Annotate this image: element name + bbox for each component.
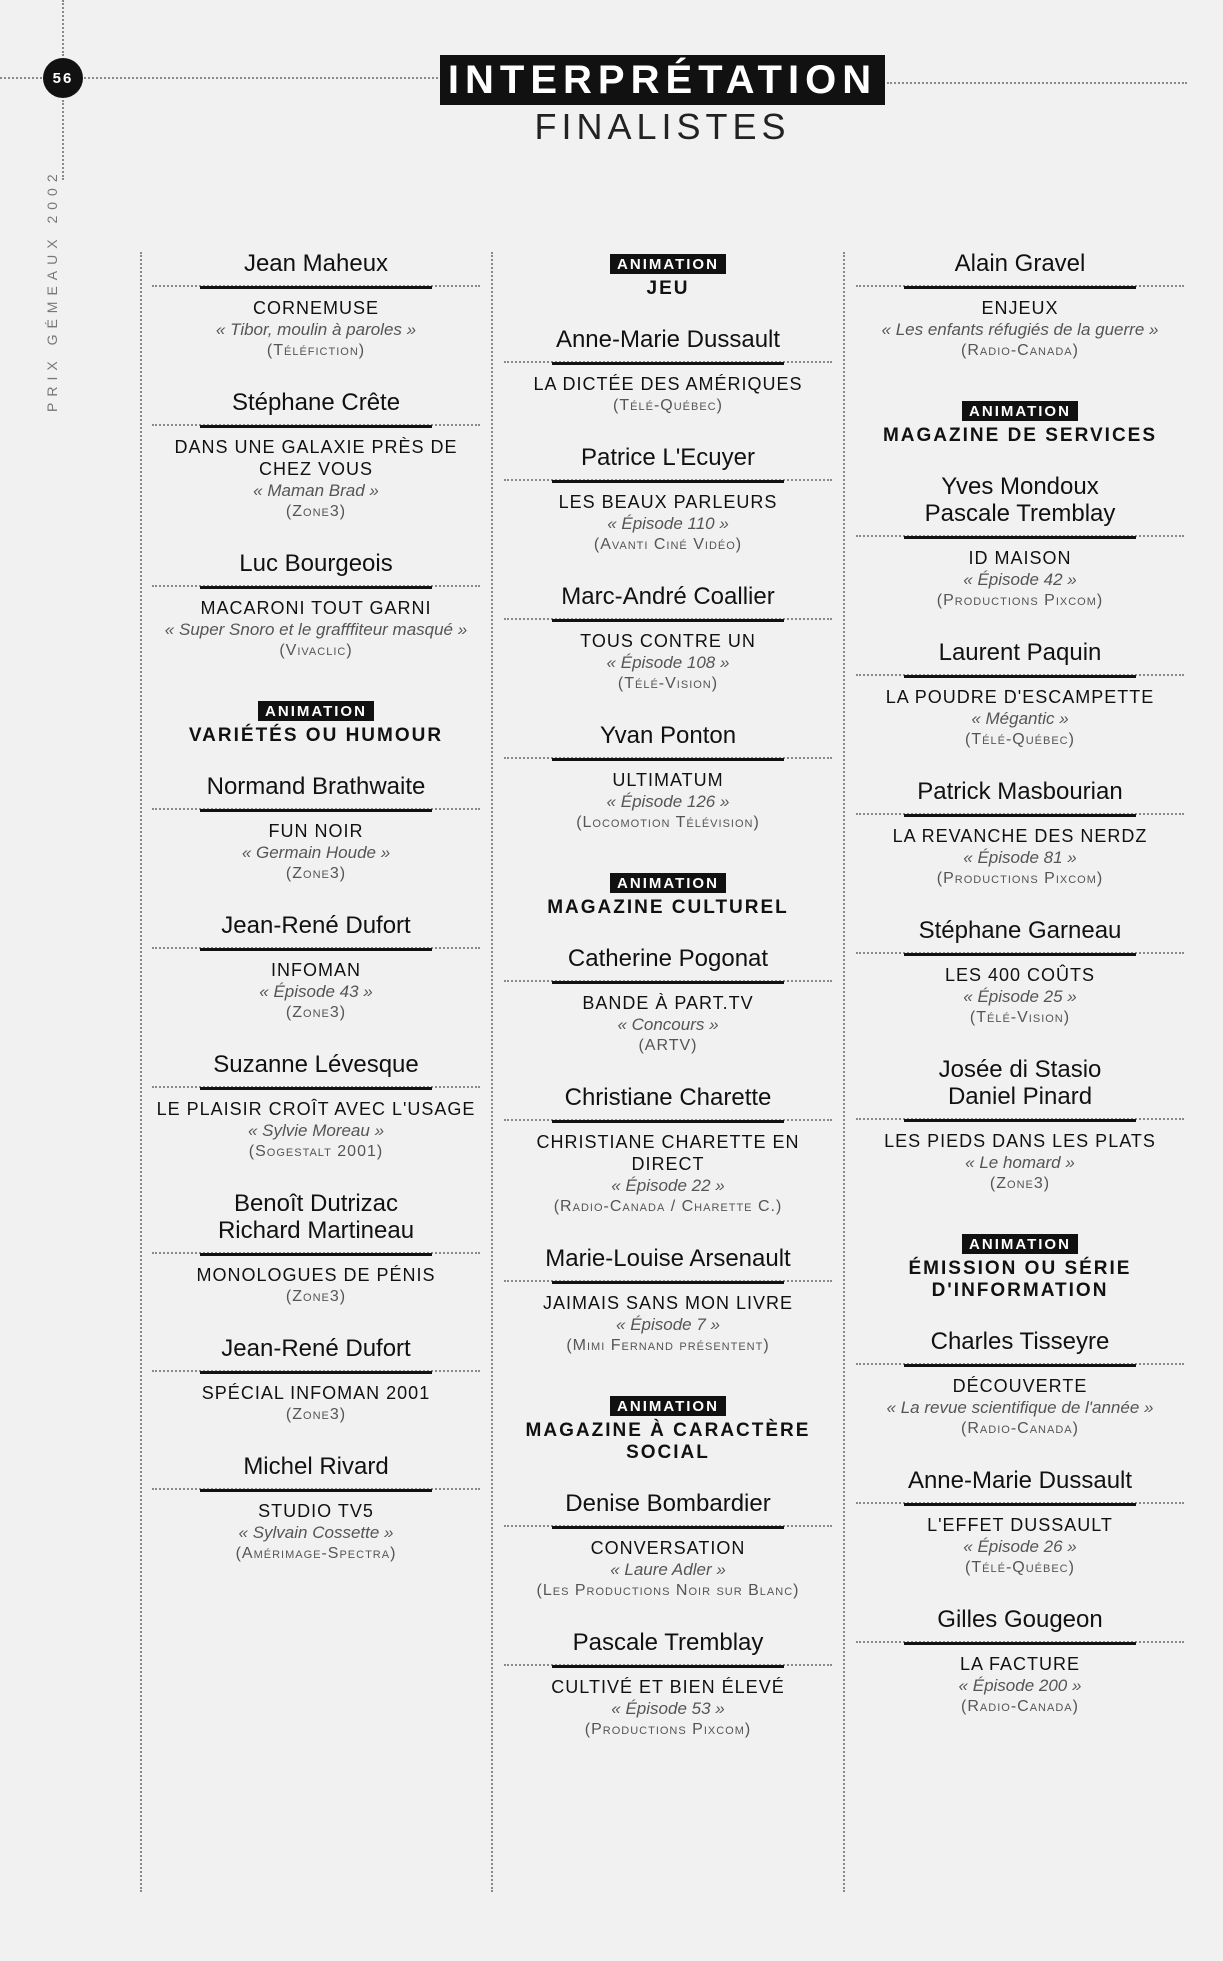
category-header	[504, 254, 832, 300]
side-label: PRIX GÉMEAUX 2002	[44, 168, 60, 412]
finalist-entry	[504, 326, 832, 416]
finalist-entry	[504, 1490, 832, 1601]
category-header	[504, 873, 832, 919]
finalist-name: Patrick Masbourian	[917, 778, 1123, 805]
finalist-names	[504, 444, 832, 479]
producer-name: (Productions Pixcom)	[936, 592, 1104, 609]
category-tag: ANIMATION	[258, 701, 374, 721]
episode-title: « Concours »	[617, 1015, 719, 1034]
entry-rule	[856, 1118, 1184, 1122]
show-title: DANS UNE GALAXIE PRÈS DE CHEZ VOUS	[174, 437, 458, 479]
finalist-names	[856, 778, 1184, 813]
finalist-entry	[152, 550, 480, 661]
episode-title: « Le homard »	[965, 1153, 1075, 1172]
episode-title: « La revue scientifique de l'année »	[886, 1398, 1154, 1417]
producer-name: (Zone3)	[285, 1288, 347, 1305]
finalist-names	[856, 1056, 1184, 1118]
finalist-entry	[856, 473, 1184, 611]
category-name: ÉMISSION OU SÉRIE D'INFORMATION	[908, 1258, 1132, 1301]
finalist-name: Anne-Marie Dussault	[907, 1467, 1133, 1494]
finalist-entry	[152, 773, 480, 884]
show-title: LA REVANCHE DES NERDZ	[892, 826, 1148, 846]
finalist-entry	[856, 1467, 1184, 1578]
episode-title: « Épisode 26 »	[963, 1537, 1077, 1556]
category-tag: ANIMATION	[962, 401, 1078, 421]
header-rule-right	[887, 82, 1187, 84]
finalist-name: Christiane Charette	[564, 1084, 772, 1111]
finalist-names	[152, 389, 480, 424]
producer-name: (Radio-Canada / Charette C.)	[553, 1198, 783, 1215]
category-header	[152, 701, 480, 747]
finalist-entry	[856, 1606, 1184, 1717]
entry-rule	[856, 813, 1184, 817]
show-title: TOUS CONTRE UN	[580, 631, 756, 651]
show-title: BANDE À PART.TV	[582, 993, 754, 1013]
episode-title: « Épisode 22 »	[611, 1176, 725, 1195]
finalist-names	[856, 473, 1184, 535]
entry-rule	[152, 808, 480, 812]
finalist-entry	[504, 444, 832, 555]
finalist-name: Jean Maheux	[243, 250, 389, 277]
finalist-name: Yvan Ponton	[599, 722, 737, 749]
finalist-name: Stéphane Crête	[231, 389, 401, 416]
page-title: INTERPRÉTATION	[440, 55, 885, 105]
header-rule-left	[0, 77, 42, 79]
finalist-names	[152, 250, 480, 285]
entry-rule	[856, 285, 1184, 289]
producer-name: (Radio-Canada)	[961, 342, 1079, 359]
entry-rule	[504, 618, 832, 622]
producer-name: (Vivaclic)	[279, 642, 353, 659]
category-header	[856, 401, 1184, 447]
entry-rule	[856, 1502, 1184, 1506]
finalist-names	[504, 1629, 832, 1664]
finalist-entry	[152, 389, 480, 522]
episode-title: « Mégantic »	[971, 709, 1069, 728]
show-title: DÉCOUVERTE	[952, 1376, 1088, 1396]
finalist-names	[504, 1490, 832, 1525]
show-title: CONVERSATION	[590, 1538, 746, 1558]
show-title: FUN NOIR	[268, 821, 364, 841]
show-title: LA FACTURE	[959, 1654, 1081, 1674]
finalist-name: Denise Bombardier	[565, 1490, 771, 1517]
finalist-name: Pascale Tremblay	[924, 500, 1116, 527]
episode-title: « Maman Brad »	[253, 481, 379, 500]
finalist-name: Gilles Gougeon	[937, 1606, 1103, 1633]
finalist-names	[152, 912, 480, 947]
entry-rule	[152, 1086, 480, 1090]
entry-rule	[856, 674, 1184, 678]
finalist-names	[856, 250, 1184, 285]
finalist-names	[856, 1328, 1184, 1363]
entry-rule	[152, 1252, 480, 1256]
episode-title: « Épisode 7 »	[616, 1315, 720, 1334]
episode-title: « Épisode 53 »	[611, 1699, 725, 1718]
finalist-names	[152, 1051, 480, 1086]
show-title: SPÉCIAL INFOMAN 2001	[201, 1383, 431, 1403]
finalist-name: Anne-Marie Dussault	[555, 326, 781, 353]
producer-name: (Télé-Vision)	[617, 675, 719, 692]
finalist-name: Luc Bourgeois	[239, 550, 393, 577]
show-title: ID MAISON	[968, 548, 1072, 568]
show-title: CORNEMUSE	[252, 298, 379, 318]
category-name: MAGAZINE À CARACTÈRE SOCIAL	[525, 1420, 811, 1463]
show-title: LE PLAISIR CROÎT AVEC L'USAGE	[156, 1099, 476, 1119]
finalist-names	[504, 1084, 832, 1119]
finalist-name: Marie-Louise Arsenault	[545, 1245, 791, 1272]
finalist-name: Daniel Pinard	[947, 1083, 1093, 1110]
finalist-entry	[152, 912, 480, 1023]
entry-rule	[152, 585, 480, 589]
finalist-name: Normand Brathwaite	[206, 773, 426, 800]
left-margin-rule-top	[62, 0, 64, 56]
episode-title: « Les enfants réfugiés de la guerre »	[881, 320, 1159, 339]
episode-title: « Épisode 200 »	[958, 1676, 1082, 1695]
show-title: JAIMAIS SANS MON LIVRE	[542, 1293, 794, 1313]
finalist-entry	[504, 1245, 832, 1356]
finalist-entry	[856, 250, 1184, 361]
page-number: 56	[43, 58, 83, 98]
producer-name: (Productions Pixcom)	[936, 870, 1104, 887]
finalist-name: Laurent Paquin	[938, 639, 1102, 666]
entry-rule	[856, 1641, 1184, 1645]
category-name: MAGAZINE DE SERVICES	[882, 425, 1158, 446]
episode-title: « Sylvie Moreau »	[247, 1121, 385, 1140]
show-title: ULTIMATUM	[612, 770, 724, 790]
entry-rule	[504, 980, 832, 984]
column-left	[152, 250, 480, 1592]
finalist-names	[504, 722, 832, 757]
finalist-name: Suzanne Lévesque	[213, 1051, 419, 1078]
finalist-name: Alain Gravel	[954, 250, 1086, 277]
finalist-entry	[152, 1335, 480, 1425]
episode-title: « Épisode 42 »	[963, 570, 1077, 589]
episode-title: « Super Snoro et le grafffiteur masqué »	[164, 620, 468, 639]
finalist-names	[152, 1453, 480, 1488]
entry-rule	[152, 285, 480, 289]
column-divider-3	[843, 252, 845, 1892]
category-header	[504, 1396, 832, 1464]
entry-rule	[504, 1119, 832, 1123]
episode-title: « Épisode 81 »	[963, 848, 1077, 867]
finalist-entry	[152, 1190, 480, 1307]
finalist-names	[856, 1606, 1184, 1641]
show-title: CHRISTIANE CHARETTE EN DIRECT	[536, 1132, 800, 1174]
episode-title: « Tibor, moulin à paroles »	[215, 320, 417, 339]
show-title: MONOLOGUES DE PÉNIS	[196, 1265, 436, 1285]
producer-name: (Télé-Vision)	[969, 1009, 1071, 1026]
producer-name: (ARTV)	[638, 1037, 698, 1054]
producer-name: (Zone3)	[285, 1004, 347, 1021]
finalist-names	[856, 1467, 1184, 1502]
finalist-name: Michel Rivard	[243, 1453, 389, 1480]
producer-name: (Les Productions Noir sur Blanc)	[536, 1582, 800, 1599]
producer-name: (Télé-Québec)	[965, 731, 1075, 748]
episode-title: « Épisode 43 »	[259, 982, 373, 1001]
entry-rule	[504, 1664, 832, 1668]
producer-name: (Radio-Canada)	[961, 1698, 1079, 1715]
finalist-names	[856, 917, 1184, 952]
producer-name: (Télé-Québec)	[965, 1559, 1075, 1576]
episode-title: « Germain Houde »	[241, 843, 391, 862]
entry-rule	[152, 1488, 480, 1492]
entry-rule	[152, 424, 480, 428]
finalist-name: Pascale Tremblay	[572, 1629, 764, 1656]
producer-name: (Avanti Ciné Vidéo)	[593, 536, 743, 553]
finalist-names	[504, 326, 832, 361]
producer-name: (Zone3)	[285, 865, 347, 882]
finalist-names	[152, 1335, 480, 1370]
episode-title: « Épisode 126 »	[606, 792, 730, 811]
entry-rule	[856, 952, 1184, 956]
show-title: STUDIO TV5	[258, 1501, 374, 1521]
finalist-entry	[152, 1051, 480, 1162]
producer-name: (Téléfiction)	[266, 342, 366, 359]
entry-rule	[856, 1363, 1184, 1367]
category-tag: ANIMATION	[610, 254, 726, 274]
show-title: L'EFFET DUSSAULT	[927, 1515, 1113, 1535]
producer-name: (Amérimage-Spectra)	[235, 1545, 397, 1562]
finalist-names	[152, 773, 480, 808]
entry-rule	[152, 947, 480, 951]
finalist-names	[504, 1245, 832, 1280]
finalist-entry	[504, 945, 832, 1056]
finalist-entry	[504, 1084, 832, 1217]
column-middle	[504, 250, 832, 1768]
category-tag: ANIMATION	[962, 1234, 1078, 1254]
finalist-names	[152, 1190, 480, 1252]
finalist-name: Josée di Stasio	[938, 1056, 1102, 1083]
finalist-name: Jean-René Dufort	[221, 912, 411, 939]
show-title: INFOMAN	[271, 960, 361, 980]
column-right	[856, 250, 1184, 1745]
show-title: CULTIVÉ ET BIEN ÉLEVÉ	[551, 1677, 785, 1697]
show-title: ENJEUX	[981, 298, 1059, 318]
header-rule-center	[84, 77, 438, 79]
category-name: JEU	[646, 278, 690, 299]
entry-rule	[504, 479, 832, 483]
entry-rule	[504, 1525, 832, 1529]
finalist-entry	[856, 639, 1184, 750]
left-margin-rule	[62, 100, 64, 180]
category-tag: ANIMATION	[610, 873, 726, 893]
finalist-name: Charles Tisseyre	[930, 1328, 1110, 1355]
category-name: MAGAZINE CULTUREL	[547, 897, 789, 918]
entry-rule	[856, 535, 1184, 539]
finalist-entry	[504, 722, 832, 833]
producer-name: (Mimi Fernand présentent)	[566, 1337, 770, 1354]
finalist-names	[856, 639, 1184, 674]
finalist-entry	[856, 778, 1184, 889]
entry-rule	[152, 1370, 480, 1374]
finalist-name: Marc-André Coallier	[561, 583, 775, 610]
finalist-names	[504, 583, 832, 618]
producer-name: (Télé-Québec)	[613, 397, 723, 414]
finalist-names	[504, 945, 832, 980]
entry-rule	[504, 757, 832, 761]
show-title: LA POUDRE D'ESCAMPETTE	[885, 687, 1155, 707]
show-title: LES 400 COÛTS	[944, 965, 1096, 985]
show-title: LES PIEDS DANS LES PLATS	[884, 1131, 1156, 1151]
finalist-entry	[504, 583, 832, 694]
finalist-entry	[152, 1453, 480, 1564]
producer-name: (Zone3)	[989, 1175, 1051, 1192]
finalist-names	[152, 550, 480, 585]
column-divider-1	[140, 252, 142, 1892]
finalist-name: Catherine Pogonat	[567, 945, 769, 972]
finalist-name: Yves Mondoux	[941, 473, 1099, 500]
category-header	[856, 1234, 1184, 1302]
producer-name: (Radio-Canada)	[961, 1420, 1079, 1437]
episode-title: « Laure Adler »	[610, 1560, 726, 1579]
finalist-entry	[504, 1629, 832, 1740]
finalist-name: Richard Martineau	[217, 1217, 415, 1244]
finalist-name: Patrice L'Ecuyer	[581, 444, 755, 471]
finalist-entry	[856, 1056, 1184, 1194]
show-title: MACARONI TOUT GARNI	[200, 598, 432, 618]
column-divider-2	[491, 252, 493, 1892]
episode-title: « Sylvain Cossette »	[238, 1523, 394, 1542]
producer-name: (Zone3)	[285, 503, 347, 520]
producer-name: (Locomotion Télévision)	[576, 814, 760, 831]
entry-rule	[504, 1280, 832, 1284]
page-subtitle: FINALISTES	[534, 106, 791, 147]
category-name: VARIÉTÉS OU HUMOUR	[188, 725, 444, 746]
finalist-name: Stéphane Garneau	[918, 917, 1122, 944]
finalist-name: Jean-René Dufort	[221, 1335, 411, 1362]
finalist-name: Benoît Dutrizac	[233, 1190, 399, 1217]
finalist-entry	[856, 1328, 1184, 1439]
show-title: LES BEAUX PARLEURS	[558, 492, 778, 512]
finalist-entry	[856, 917, 1184, 1028]
category-tag: ANIMATION	[610, 1396, 726, 1416]
producer-name: (Zone3)	[285, 1406, 347, 1423]
producer-name: (Productions Pixcom)	[584, 1721, 752, 1738]
producer-name: (Sogestalt 2001)	[248, 1143, 384, 1160]
episode-title: « Épisode 110 »	[607, 514, 729, 533]
finalist-entry	[152, 250, 480, 361]
show-title: LA DICTÉE DES AMÉRIQUES	[533, 374, 803, 394]
episode-title: « Épisode 25 »	[963, 987, 1077, 1006]
entry-rule	[504, 361, 832, 365]
episode-title: « Épisode 108 »	[606, 653, 730, 672]
